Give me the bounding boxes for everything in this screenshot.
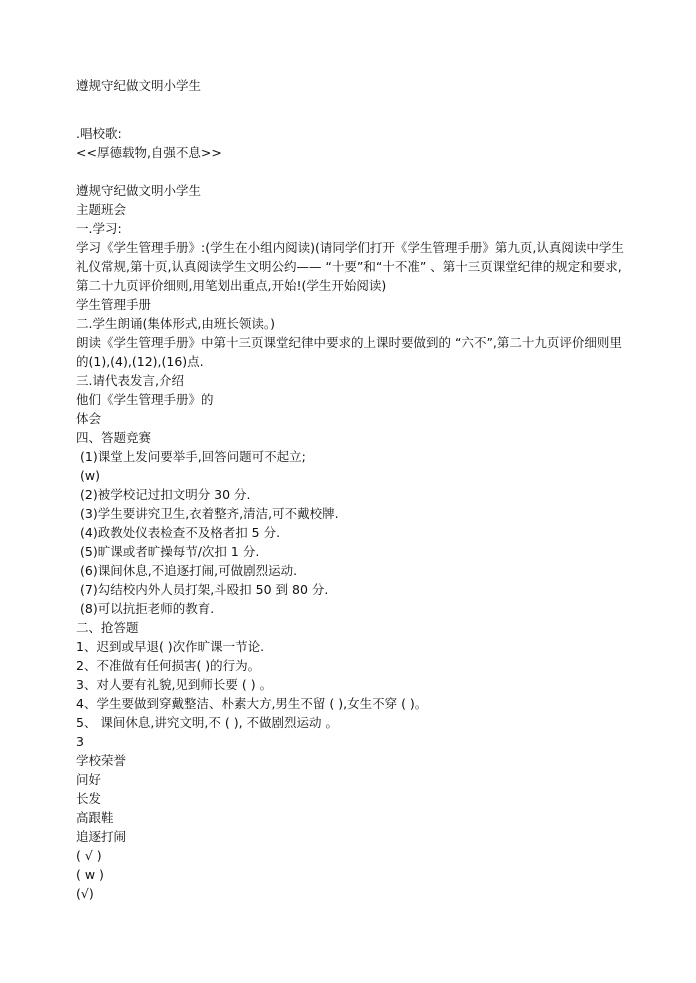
- answer-item: ( √ ): [76, 848, 102, 863]
- document-body: [76, 76, 636, 903]
- answer-item: 高跟鞋: [76, 810, 114, 825]
- document-title: 遵规守纪做文明小学生: [76, 78, 202, 93]
- qa-item: 2、不准做有任何损害( )的行为。: [76, 658, 261, 673]
- quiz-item: (3)学生要讲究卫生,衣着整齐,清洁,可不戴校牌.: [80, 506, 339, 521]
- section-5-heading: 二、抢答题: [76, 620, 139, 635]
- answer-item: 长发: [76, 791, 102, 806]
- song-label: .唱校歌:: [76, 126, 122, 141]
- quiz-item: (1)课堂上发问要举手,回答问题可不起立;: [80, 449, 306, 464]
- section-4-heading: 四、答题竞赛: [76, 430, 152, 445]
- quiz-list: [76, 447, 636, 618]
- subtitle: 遵规守纪做文明小学生: [76, 183, 202, 198]
- spacer: [76, 95, 636, 114]
- qa-item: 1、迟到或早退( )次作旷课一节论.: [76, 639, 265, 654]
- quiz-item: (8)可以抗拒老师的教育.: [80, 601, 215, 616]
- section-2-paragraph: 朗读《学生管理手册》中第十三页课堂纪律中要求的上课时要做到的 “六不”,第二十九页评价细则里的(1),(4),(12),(16)点.: [76, 335, 622, 369]
- quiz-item: (5)旷课或者旷操每节/次扣 1 分.: [80, 544, 260, 559]
- section-1-heading: 一.学习:: [76, 221, 122, 236]
- answer-item: 学校荣誉: [76, 753, 127, 768]
- class-meeting-label: 主题班会: [76, 202, 127, 217]
- spacer: [76, 114, 636, 124]
- answer-item: 3: [76, 734, 84, 749]
- spacer: [76, 162, 636, 181]
- answer-item: 问好: [76, 772, 102, 787]
- quiz-item: (2)被学校记过扣文明分 30 分.: [80, 487, 251, 502]
- section-2-heading: 二.学生朗诵(集体形式,由班长领读。): [76, 316, 275, 331]
- quiz-item: (7)勾结校内外人员打架,斗殴扣 50 到 80 分.: [80, 582, 329, 597]
- answer-list: [76, 732, 636, 903]
- qa-list: [76, 637, 636, 732]
- quiz-item: (w): [80, 468, 100, 483]
- qa-item: 4、学生要做到穿戴整洁、朴素大方,男生不留 ( ),女生不穿 ( )。: [76, 696, 428, 711]
- section-3-heading: 三.请代表发言,介绍: [76, 373, 184, 388]
- song-name: <<厚德载物,自强不息>>: [76, 145, 222, 160]
- quiz-item: (4)政教处仪表检查不及格者扣 5 分.: [80, 525, 281, 540]
- section-3-line-2: 他们《学生管理手册》的: [76, 392, 214, 407]
- handbook-label: 学生管理手册: [76, 297, 152, 312]
- section-1-paragraph: 学习《学生管理手册》:(学生在小组内阅读)(请同学们打开《学生管理手册》第九页,认真阅读中学生礼仪常规,第十页,认真阅读学生文明公约—— “十要”和“十不准” 、第十三页课堂纪律的规定和要求,第二十九页评价细则,用笔划出重点,开始!(学生开始阅读): [76, 240, 624, 293]
- quiz-item: (6)课间休息,不追逐打闹,可做剧烈运动.: [80, 563, 298, 578]
- qa-item: 3、对人要有礼貌,见到师长要 ( ) 。: [76, 677, 273, 692]
- section-3-line-3: 体会: [76, 411, 102, 426]
- answer-item: (√): [76, 886, 94, 901]
- answer-item: 追逐打闹: [76, 829, 127, 844]
- qa-item: 5、 课间休息,讲究文明,不 ( ), 不做剧烈运动 。: [76, 715, 338, 730]
- answer-item: ( w ): [76, 867, 104, 882]
